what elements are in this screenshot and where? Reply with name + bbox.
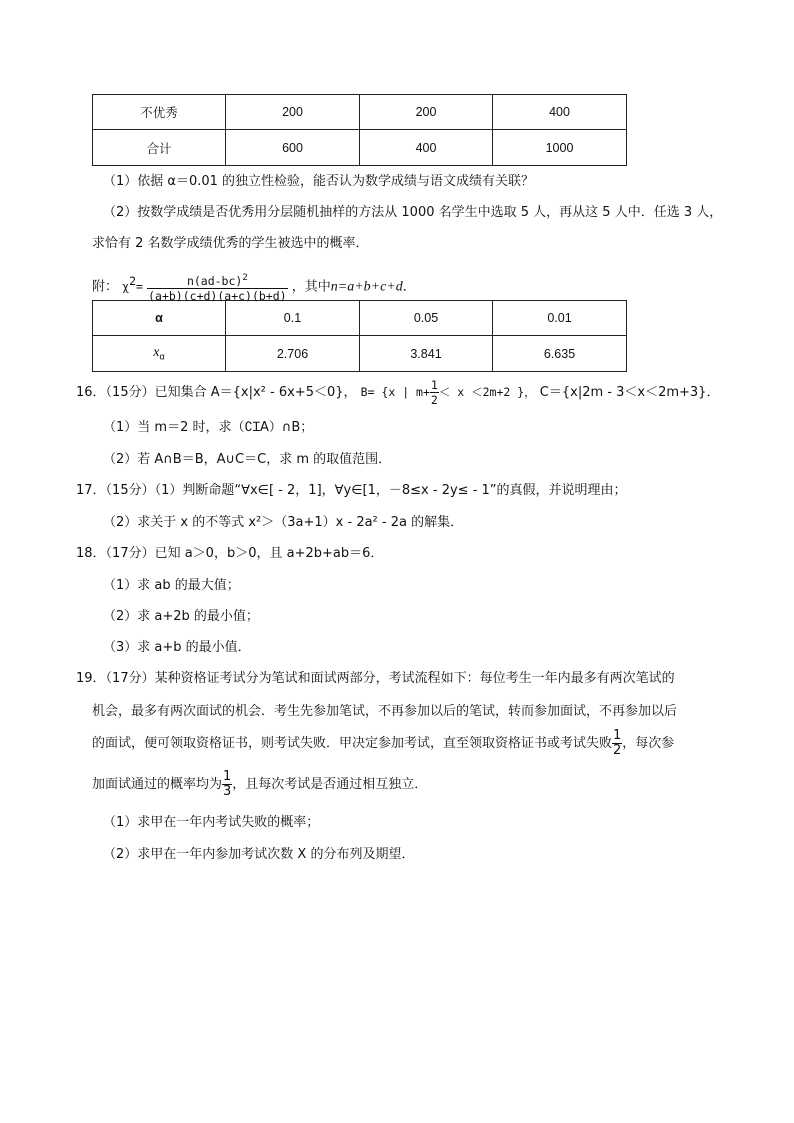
table-cell: 200 [360, 95, 493, 130]
q16-part2: （2）若 A∩B＝B，A∪C＝C，求 m 的取值范围． [103, 452, 392, 467]
table-header-cell: 0.1 [226, 301, 360, 336]
q15-part2-line1: （2）按数学成绩是否优秀用分层随机抽样的方法从 1000 名学生中选取 5 人，再从这 5 人中．任选 3 人， [103, 205, 723, 220]
table-cell: 3.841 [360, 336, 493, 372]
question-16-stem [76, 376, 719, 409]
table-cell: 400 [360, 130, 493, 166]
q18-stem: 18．（17分）已知 a＞0，b＞0，且 a+2b+ab＝6． [76, 546, 384, 561]
critical-value-table [92, 300, 627, 372]
table-cell: 2.706 [226, 336, 360, 372]
q19-line4-tail: ，且每次考试是否通过相互独立． [232, 777, 428, 792]
q17-part2: （2）求关于 x 的不等式 x²＞（3a+1）x - 2a² - 2a 的解集． [103, 515, 464, 530]
q19-line3-text: 的面试，便可领取资格证书，则考试失败．甲决定参加考试，直至领取资格证书或考试失败 [92, 736, 613, 751]
q19-part1: （1）求甲在一年内考试失败的概率； [103, 815, 320, 830]
set-B-fraction [430, 378, 439, 407]
q19-line3-tail: ，每次参 [622, 736, 675, 751]
table-row [93, 130, 627, 166]
set-B-suffix: ＜ x ＜2m+2 }， [438, 385, 536, 399]
set-A-definition: A＝{x|x² - 6x+5＜0}， [210, 385, 357, 400]
chi-numerator: n(ad-bc) [186, 273, 243, 288]
q18-part2: （2）求 a+2b 的最小值； [103, 609, 259, 624]
fraction-numerator: 1 [223, 769, 232, 784]
table-cell: 合计 [93, 130, 226, 166]
q19-line2: 机会，最多有两次面试的机会．考生先参加笔试，不再参加以后的笔试，转而参加面试，不再参加以后 [92, 704, 678, 719]
fraction-numerator: 1 [430, 378, 438, 392]
fraction-numerator: 1 [613, 728, 622, 743]
table-row [93, 95, 627, 130]
table-header-row [93, 301, 627, 336]
where-expression: n=a+b+c+d [330, 279, 403, 295]
x-alpha-main: x [153, 345, 160, 361]
table-cell: 200 [226, 95, 360, 130]
chi-square-fraction [147, 271, 287, 303]
table-header-cell: 0.05 [360, 301, 493, 336]
q19-line1: 19．（17分）某种资格证考试分为笔试和面试两部分，考试流程如下：每位考生一年内最多有两次笔试的 [76, 671, 675, 686]
q19-line4-text: 加面试通过的概率均为 [92, 777, 223, 792]
fraction-denominator: 2 [613, 743, 622, 758]
q19-part2: （2）求甲在一年内参加考试次数 X 的分布列及期望． [103, 847, 415, 862]
q17-part1: 17．（15分）（1）判断命题“∀x∈[ - 2，1]，∀y∈[1，－8≤x - 2y≤ - 1”的真假，并说明理由； [76, 483, 627, 498]
q19-line3 [92, 727, 674, 761]
chi-exponent: 2 [129, 274, 137, 288]
table-row-label [93, 336, 226, 372]
fraction-denominator: 3 [223, 784, 232, 799]
q15-part1: （1）依据 α＝0.01 的独立性检验，能否认为数学成绩与语文成绩有关联？ [103, 174, 535, 189]
q16-part1: （1）当 m＝2 时，求（∁ꞮA）∩B； [103, 420, 314, 435]
where-text: ，其中 [291, 279, 331, 295]
equals-sign: = [136, 279, 143, 294]
table-header-cell: 0.01 [493, 301, 627, 336]
table-cell: 1000 [493, 130, 627, 166]
chi-numerator-exponent: 2 [242, 272, 248, 283]
set-C-definition: C＝{x|2m - 3＜x＜2m+3}． [539, 385, 720, 400]
q19-line4 [92, 768, 427, 802]
table-row [93, 336, 627, 372]
q18-part1: （1）求 ab 的最大值； [103, 578, 240, 593]
chi-symbol: χ [122, 279, 130, 294]
appendix-label: 附： [92, 279, 119, 295]
contingency-table [92, 94, 627, 166]
table-cell: 600 [226, 130, 360, 166]
where-period: ． [402, 279, 416, 295]
table-header-cell: α [93, 301, 226, 336]
q15-part2-line2: 求恰有 2 名数学成绩优秀的学生被选中的概率． [92, 236, 369, 251]
table-cell: 400 [493, 95, 627, 130]
chi-denominator: (a+b)(c+d)(a+c)(b+d) [148, 288, 287, 303]
q16-number: 16．（15分）已知集合 [76, 385, 207, 400]
appendix-formula [92, 264, 416, 304]
fraction-denominator: 2 [430, 393, 438, 407]
q18-part3: （3）求 a+b 的最小值． [103, 640, 251, 655]
set-B-prefix: B= {x | m+ [360, 385, 430, 399]
x-alpha-sub: α [159, 351, 165, 362]
table-cell: 不优秀 [93, 95, 226, 130]
table-cell: 6.635 [493, 336, 627, 372]
probability-fraction-half [612, 729, 622, 758]
probability-fraction-third [222, 770, 232, 799]
